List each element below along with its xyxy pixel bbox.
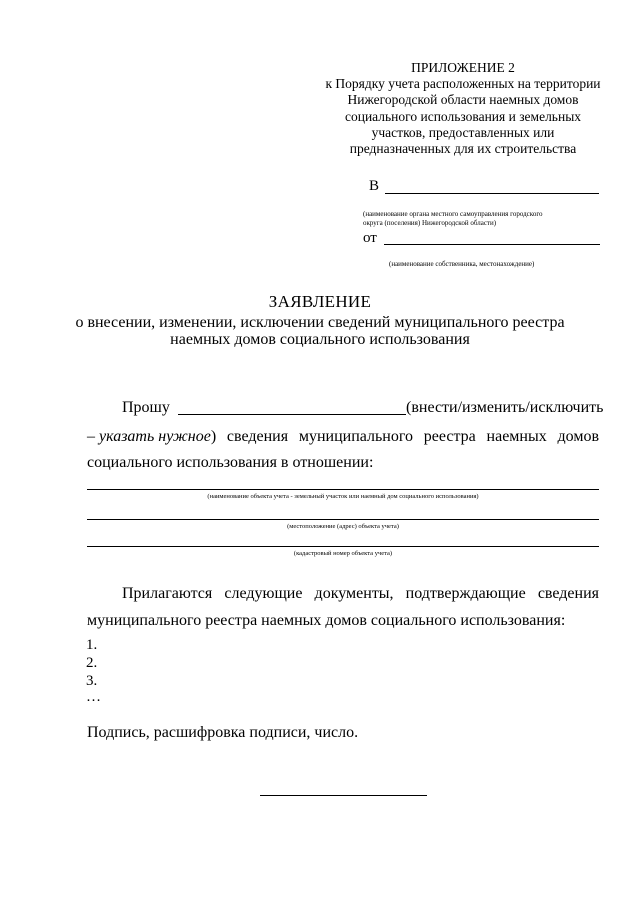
to-label: В bbox=[369, 178, 380, 194]
signature-line[interactable] bbox=[260, 795, 427, 796]
request-line-2 bbox=[87, 428, 599, 446]
request-choice: (внести/изменить/исключить bbox=[406, 399, 604, 416]
attachments-word: следующие bbox=[224, 585, 303, 602]
request-word: муниципального bbox=[298, 428, 414, 445]
signature-text: Подпись, расшифровка подписи, число. bbox=[87, 724, 359, 741]
attachments-word: подтверждающие bbox=[405, 585, 526, 602]
request-prosh: Прошу bbox=[122, 399, 170, 416]
list-item: 2. bbox=[86, 655, 98, 671]
attachments-word: Прилагаются bbox=[122, 585, 213, 602]
attachments-line-1 bbox=[122, 585, 599, 603]
appendix-line: предназначенных для их строительства bbox=[349, 141, 577, 157]
object-name-caption: (наименование объекта учета - земельный участок или наемный дом социального использования) bbox=[207, 493, 479, 500]
request-word: домов bbox=[557, 428, 599, 445]
location-caption: (местоположение (адрес) объекта учета) bbox=[287, 523, 399, 530]
attachments-word: документы, bbox=[314, 585, 394, 602]
from-caption: (наименование собственника, местонахождение) bbox=[389, 260, 535, 268]
appendix-title: ПРИЛОЖЕНИЕ 2 bbox=[411, 60, 515, 75]
request-word: наемных bbox=[486, 428, 547, 445]
document-title: ЗАЯВЛЕНИЕ bbox=[268, 292, 372, 311]
request-line-3: социального использования в отношении: bbox=[87, 454, 374, 471]
appendix-block bbox=[318, 60, 608, 157]
cadastral-line[interactable] bbox=[87, 546, 599, 547]
appendix-line: Нижегородской области наемных домов bbox=[347, 92, 579, 108]
appendix-line: к Порядку учета расположенных на территории bbox=[325, 76, 601, 92]
appendix-line: социального использования и земельных bbox=[344, 108, 582, 124]
document-subtitle: о внесении, изменении, исключении сведений муниципального реестра bbox=[75, 314, 565, 331]
request-field-line[interactable] bbox=[178, 414, 406, 415]
list-item: 3. bbox=[86, 673, 98, 689]
request-word: реестра bbox=[423, 428, 476, 445]
document-subtitle: наемных домов социального использования bbox=[170, 331, 470, 348]
appendix-line: участков, предоставленных или bbox=[371, 124, 555, 140]
from-field-line[interactable] bbox=[384, 244, 600, 245]
attachments-word: сведения bbox=[537, 585, 599, 602]
attachments-line-2: муниципального реестра наемных домов социального использования: bbox=[87, 612, 566, 629]
to-caption: (наименование органа местного самоуправления городского bbox=[363, 210, 543, 218]
request-word: сведения bbox=[226, 428, 289, 445]
request-hint: – указать нужное) bbox=[87, 428, 217, 445]
object-name-line[interactable] bbox=[87, 489, 599, 490]
list-item: … bbox=[86, 689, 101, 705]
to-field-line[interactable] bbox=[385, 193, 599, 194]
from-label: от bbox=[363, 230, 377, 246]
location-line[interactable] bbox=[87, 519, 599, 520]
cadastral-caption: (кадастровый номер объекта учета) bbox=[293, 550, 393, 557]
list-item: 1. bbox=[86, 637, 98, 653]
to-caption: округа (поселения) Нижегородской области) bbox=[363, 219, 497, 227]
